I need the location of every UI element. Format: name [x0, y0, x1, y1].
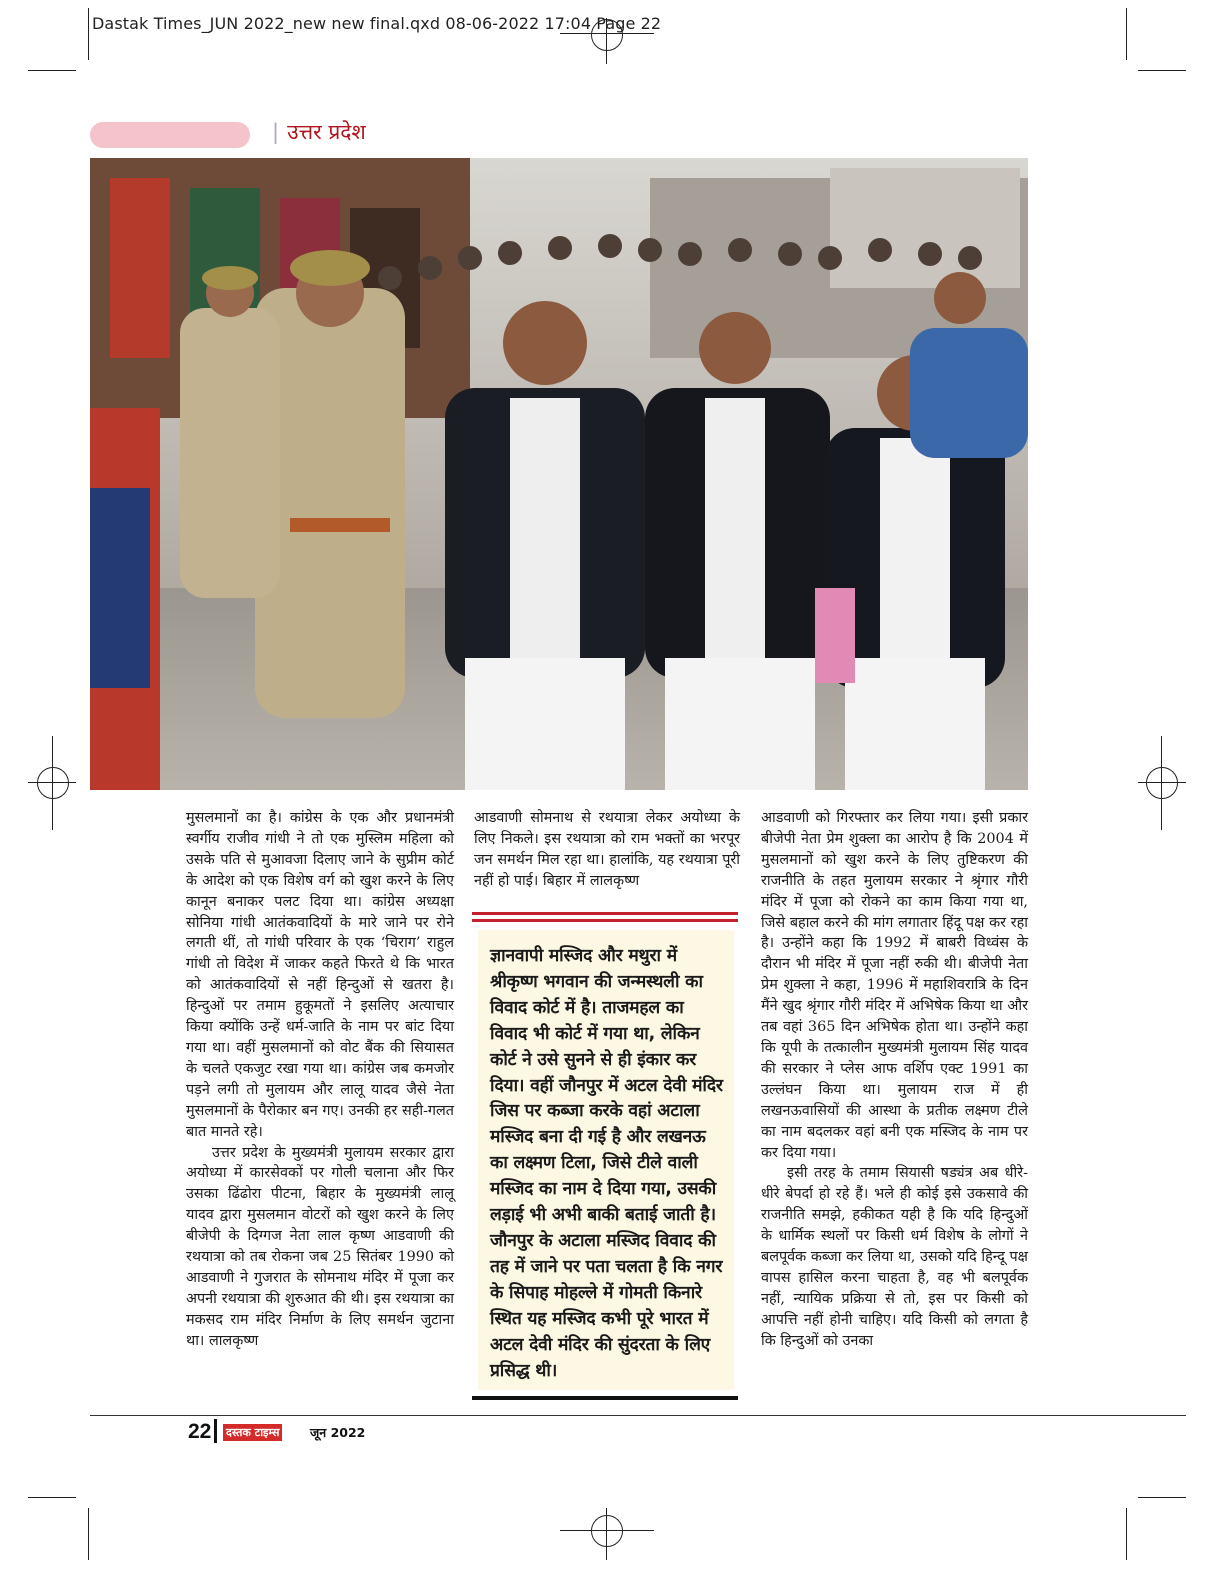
file-slug: Dastak Times_JUN 2022_new new final.qxd 08-06-2022 17:04 Page 22: [92, 14, 662, 33]
footer-rule: [90, 1415, 1186, 1416]
lead-photo: [90, 158, 1028, 790]
pullquote-bottom-rule: [472, 1396, 738, 1400]
section-title: [272, 118, 366, 146]
masthead-logo: दस्तक टाइम्स: [223, 1424, 282, 1441]
section-title-text: उत्तर प्रदेश: [287, 120, 366, 144]
crop-mark: [1126, 8, 1127, 60]
article-column-3: [761, 808, 1028, 1352]
crop-mark: [1138, 1497, 1186, 1498]
pullquote-top-rules: [472, 912, 738, 924]
page-number: 22: [188, 1420, 212, 1443]
crop-mark: [1138, 70, 1186, 71]
section-divider: |: [272, 120, 280, 144]
crop-mark: [1126, 1508, 1127, 1560]
crop-mark: [28, 1497, 76, 1498]
article-column-2: [474, 808, 740, 892]
crop-mark: [88, 1508, 89, 1560]
crop-mark: [88, 8, 89, 60]
article-column-1: [186, 808, 454, 1352]
paragraph: मुसलमानों का है। कांग्रेस के एक और प्रधानमंत्री स्वर्गीय राजीव गांधी ने तो एक मुस्लिम महिला को उसके पति से मुआवजा दिलाए जाने के सुप्रीम कोर्ट के आदेश को एक विशेष वर्ग को खुश करने के लिए कानून बनाकर पलट दिया था। कांग्रेस अध्यक्षा सोनिया गांधी आतंकवादियों के मारे जाने पर रोने लगती थीं, तो गांधी परिवार के एक ‘चिराग’ राहुल गांधी तो विदेश में जाकर कहते फिरते थे कि भारत को आतंकवादियों से नहीं हिन्दुओं से खतरा है। हिन्दुओं पर तमाम हुकूमतों ने इसलिए अत्याचार किया क्योंकि उन्हें धर्म-जाति के नाम पर बांट दिया गया था। वहीं मुसलमानों को वोट बैंक की सियासत के चलते एकजुट रखा गया था। कांग्रेस जब कमजोर पड़ने लगी तो मुलायम और लालू यादव जैसे नेता मुसलमानों के पैरोकार बन गए। उनकी हर सही-गलत बात मानते रहे।: [186, 810, 454, 1140]
section-pill: [90, 122, 250, 148]
pullquote-text: ज्ञानवापी मस्जिद और मथुरा में श्रीकृष्ण भगवान की जन्मस्थली का विवाद कोर्ट में है। ताजमहल का विवाद भी कोर्ट में गया था, लेकिन कोर्ट ने उसे सुनने से ही इंकार कर दिया। वहीं जौनपुर में अटल देवी मंदिर जिस पर कब्जा करके वहां अटाला मस्जिद बना दी गई है और लखनऊ का लक्ष्मण टिला, जिसे टीले वाली मस्जिद का नाम दे दिया गया, उसकी लड़ाई भी अभी बाकी बताई जाती है। जौनपुर के अटाला मस्जिद विवाद की तह में जाने पर पता चलता है कि नगर के सिपाह मोहल्ले में गोमती किनारे स्थित यह मस्जिद कभी पूरे भारत में अटल देवी मंदिर की सुंदरता के लिए प्रसिद्ध थी।: [490, 946, 723, 1381]
folio-divider: [214, 1419, 217, 1443]
paragraph: आडवाणी सोमनाथ से रथयात्रा लेकर अयोध्या के लिए निकले। इस रथयात्रा को राम भक्तों का भरपूर जन समर्थन मिल रहा था। हालांकि, यह रथयात्रा पूरी नहीं हो पाई। बिहार में लालकृष्ण: [474, 810, 740, 889]
crop-mark: [28, 70, 76, 71]
paragraph: इसी तरह के तमाम सियासी षड्यंत्र अब धीरे-धीरे बेपर्दा हो रहे हैं। भले ही कोई इसे उकसावे की राजनीति समझे, हकीकत यही है कि यदि हिन्दुओं के धार्मिक स्थलों पर किसी धर्म विशेष के लोगों ने बलपूर्वक कब्जा कर लिया था, उसको यदि हिन्दू पक्ष वापस हासिल करना चाहता है, वह भी बलपूर्वक नहीं, न्यायिक प्रक्रिया से तो, इस पर किसी को आपत्ति नहीं होनी चाहिए। यदि किसी को लगता है कि हिन्दुओं को उनका: [761, 1165, 1028, 1349]
paragraph: आडवाणी को गिरफ्तार कर लिया गया। इसी प्रकार बीजेपी नेता प्रेम शुक्ला का आरोप है कि 2004 में मुसलमानों को खुश करने के लिए तुष्टिकरण की राजनीति के तहत मुलायम सरकार ने श्रृंगार गौरी मंदिर में पूजा को रोकने का काम किया गया था, जिसे बहाल करने की मांग लगातार हिंदू पक्ष कर रहा है। उन्होंने कहा कि 1992 में बाबरी विध्वंस के दौरान भी मंदिर में पूजा नहीं रुकी थी। बीजेपी नेता प्रेम शुक्ला ने कहा, 1996 में महाशिवरात्रि के दिन मैंने खुद श्रृंगार गौरी मंदिर में अभिषेक किया था और तब वहां 365 दिन अभिषेक होता था। उन्होंने कहा कि यूपी के तत्कालीन मुख्यमंत्री मुलायम सिंह यादव की सरकार ने प्लेस आफ वर्शिप एक्ट 1991 का उल्लंघन किया था। मुलायम राज में ही लखनऊवासियों की आस्था के प्रतीक लक्ष्मण टीले का नाम बदलकर वहां बनी एक मस्जिद के नाम पर कर दिया गया।: [761, 810, 1028, 1161]
paragraph: उत्तर प्रदेश के मुख्यमंत्री मुलायम सरकार द्वारा अयोध्या में कारसेवकों पर गोली चलाना और फिर उसका ढिंढोरा पीटना, बिहार के मुख्यमंत्री लालू यादव द्वारा मुसलमान वोटरों को खुश करने के लिए बीजेपी के दिग्गज नेता लाल कृष्ण आडवाणी की रथयात्रा को तब रोकना जब 25 सितंबर 1990 को आडवाणी ने गुजरात के सोमनाथ मंदिर में पूजा कर अपनी रथयात्रा की शुरुआत की थी। इस रथयात्रा का मकसद राम मंदिर निर्माण के लिए समर्थन जुटाना था। लालकृष्ण: [186, 1144, 454, 1349]
issue-date: जून 2022: [310, 1425, 366, 1440]
